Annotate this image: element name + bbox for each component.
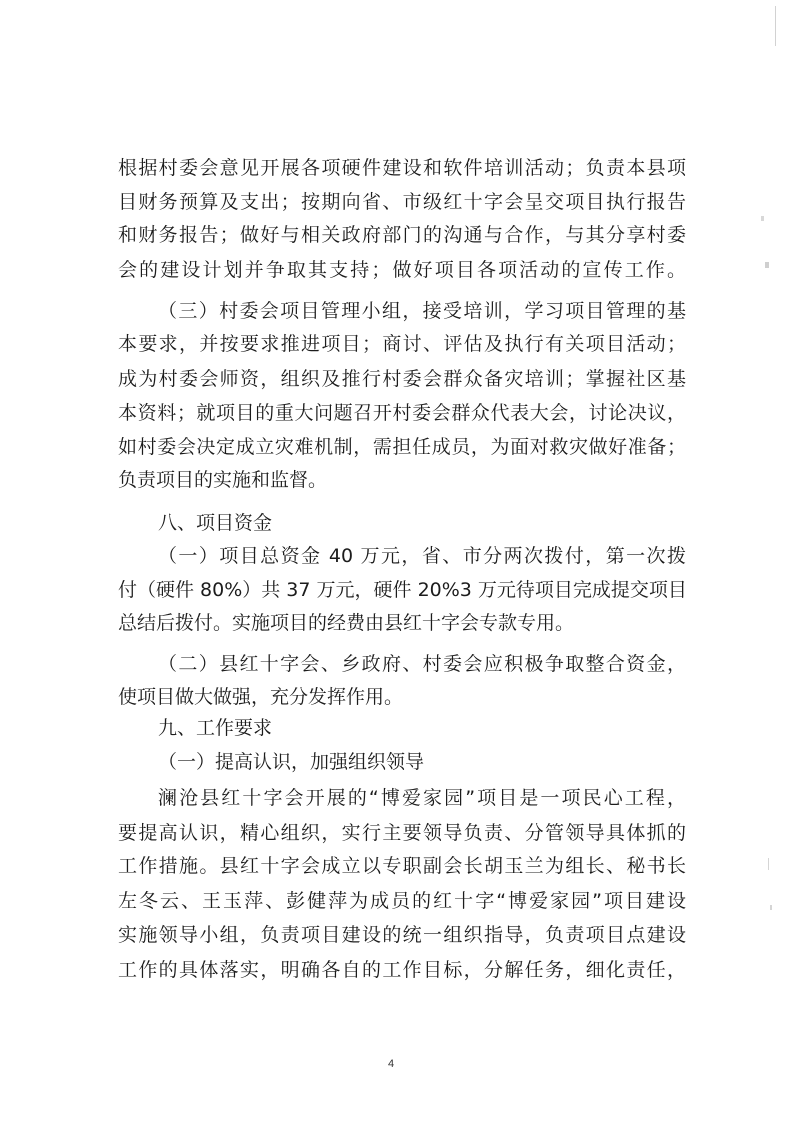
body-line: 成为村委会师资，组织及推行村委会群众备灾培训；掌握社区基 <box>118 368 686 390</box>
scan-mark <box>775 6 776 46</box>
section-heading: 八、项目资金 <box>158 512 273 534</box>
body-line: 本资料；就项目的重大问题召开村委会群众代表大会，讨论决议， <box>118 402 686 424</box>
body-line: 本要求，并按要求推进项目；商讨、评估及执行有关项目活动； <box>118 333 686 355</box>
body-line: 澜沧县红十字会开展的“博爱家园”项目是一项民心工程， <box>158 787 686 809</box>
page-number: 4 <box>388 1058 395 1070</box>
body-line: 如村委会决定成立灾难机制，需担任成员，为面对救灾做好准备； <box>118 436 686 458</box>
section-heading: 九、工作要求 <box>158 717 273 739</box>
body-line: 负责项目的实施和监督。 <box>118 469 328 491</box>
subsection-heading: （一）提高认识，加强组织领导 <box>158 751 425 773</box>
body-line: 会的建设计划并争取其支持；做好项目各项活动的宣传工作。 <box>118 259 686 281</box>
scan-mark <box>770 905 772 910</box>
body-line: 工作措施。县红十字会成立以专职副会长胡玉兰为组长、秘书长 <box>118 855 686 877</box>
body-line: 和财务报告；做好与相关政府部门的沟通与合作，与其分享村委 <box>118 224 686 246</box>
body-line: 总结后拨付。实施项目的经费由县红十字会专款专用。 <box>118 612 575 634</box>
body-line: （一）项目总资金 40 万元，省、市分两次拨付，第一次拨 <box>158 545 686 567</box>
body-line: 要提高认识，精心组织，实行主要领导负责、分管领导具体抓的 <box>118 822 686 844</box>
body-line: （二）县红十字会、乡政府、村委会应积极争取整合资金， <box>158 653 686 675</box>
body-line: 工作的具体落实，明确各自的工作目标，分解任务，细化责任， <box>118 959 686 981</box>
body-line: 使项目做大做强，充分发挥作用。 <box>118 686 404 708</box>
body-line: 实施领导小组，负责项目建设的统一组织指导，负责项目点建设 <box>118 924 686 946</box>
body-line: 目财务预算及支出；按期向省、市级红十字会呈交项目执行报告 <box>118 191 686 213</box>
body-line: 付（硬件 80%）共 37 万元，硬件 20%3 万元待项目完成提交项目 <box>118 579 687 601</box>
body-line: 根据村委会意见开展各项硬件建设和软件培训活动；负责本县项 <box>118 157 686 179</box>
scan-mark <box>765 262 769 268</box>
body-line: （三）村委会项目管理小组，接受培训，学习项目管理的基 <box>158 300 686 322</box>
scan-mark <box>768 858 769 870</box>
body-line: 左冬云、王玉萍、彭健萍为成员的红十字“博爱家园”项目建设 <box>118 890 686 912</box>
scan-mark <box>761 216 764 221</box>
